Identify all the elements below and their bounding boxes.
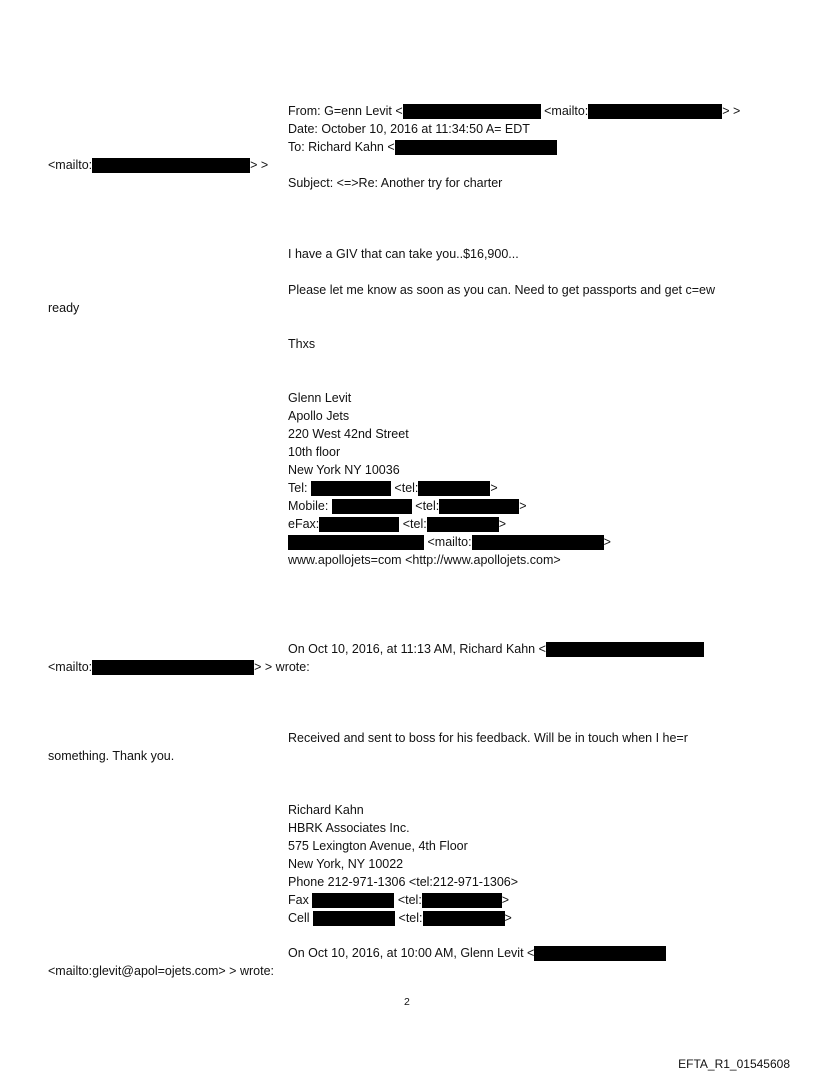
close-bracket: >	[498, 517, 507, 531]
mobile-label: Mobile:	[288, 499, 329, 513]
sig-richard-name: Richard Kahn	[288, 803, 364, 817]
from-end: > >	[722, 104, 741, 118]
tel-label: Tel:	[288, 481, 308, 495]
sig-richard-fax	[288, 893, 509, 908]
to-prefix: To: Richard Kahn <	[288, 140, 395, 154]
sig-glenn-floor: 10th floor	[288, 445, 341, 459]
to-line	[288, 140, 557, 155]
close-bracket: >	[501, 893, 510, 907]
close-bracket: >	[490, 481, 498, 495]
sig-glenn-efax	[288, 517, 506, 532]
redaction-box	[472, 535, 604, 550]
quote1-intro-text: On Oct 10, 2016, at 11:13 AM, Richard Kahn <	[288, 642, 546, 656]
redaction-box	[288, 535, 424, 550]
mobile-link: <tel:	[415, 499, 440, 513]
body-thanks: Thxs	[288, 337, 316, 351]
document-id: EFTA_R1_01545608	[678, 1057, 790, 1071]
sig-richard-company: HBRK Associates Inc.	[288, 821, 410, 835]
sig-richard-city: New York, NY 10022	[288, 857, 404, 871]
quote2-mailto-line: <mailto:glevit@apol=ojets.com> > wrote:	[48, 964, 274, 978]
sig-richard-street: 575 Lexington Avenue, 4th Floor	[288, 839, 468, 853]
quote1-line-1-wrap: something. Thank you.	[48, 749, 175, 763]
fax-link: <tel:	[397, 893, 422, 907]
quote2-intro	[288, 946, 666, 961]
subject-line: Subject: <=>Re: Another try for charter	[288, 176, 503, 190]
cell-label: Cell	[288, 911, 310, 925]
sig-glenn-mobile	[288, 499, 527, 514]
sig-glenn-street: 220 West 42nd Street	[288, 427, 409, 441]
quote1-mailto: <mailto:	[48, 660, 93, 674]
close-bracket: >	[504, 911, 512, 925]
body-line-2-wrap: ready	[48, 301, 80, 315]
redaction-box	[588, 104, 722, 119]
sig-glenn-company: Apollo Jets	[288, 409, 350, 423]
redaction-box	[427, 517, 499, 532]
redaction-box	[546, 642, 704, 657]
redaction-box	[422, 893, 502, 908]
from-line	[288, 104, 740, 119]
to-end: > >	[250, 158, 269, 172]
redaction-box	[439, 499, 519, 514]
sig-glenn-website: www.apollojets=com <http://www.apollojets.com>	[288, 553, 561, 567]
redaction-box	[313, 911, 395, 926]
quote1-mailto-line	[48, 660, 310, 675]
redaction-box	[92, 660, 254, 675]
from-mailto: <mailto:	[544, 104, 589, 118]
to-mailto-line	[48, 158, 268, 173]
sig-richard-phone: Phone 212-971-1306 <tel:212-971-1306>	[288, 875, 519, 889]
email-mailto: <mailto:	[427, 535, 472, 549]
redaction-box	[319, 517, 399, 532]
fax-label: Fax	[288, 893, 309, 907]
page-number: 2	[404, 996, 410, 1008]
sig-glenn-email	[288, 535, 611, 550]
redaction-box	[92, 158, 250, 173]
tel-link: <tel:	[394, 481, 419, 495]
sig-glenn-name: Glenn Levit	[288, 391, 352, 405]
to-mailto: <mailto:	[48, 158, 93, 172]
redaction-box	[418, 481, 490, 496]
redaction-box	[311, 481, 391, 496]
redaction-box	[312, 893, 394, 908]
body-line-1: I have a GIV that can take you..$16,900...	[288, 247, 519, 261]
redaction-box	[534, 946, 666, 961]
quote1-line-1: Received and sent to boss for his feedback. Will be in touch when I he=r	[288, 731, 688, 745]
efax-link: <tel:	[402, 517, 427, 531]
efax-label: eFax:	[288, 517, 320, 531]
body-line-2: Please let me know as soon as you can. Need to get passports and get c=ew	[288, 283, 715, 297]
quote2-intro-text: On Oct 10, 2016, at 10:00 AM, Glenn Levit <	[288, 946, 535, 960]
quote1-end: > > wrote:	[254, 660, 310, 674]
redaction-box	[403, 104, 541, 119]
close-bracket: >	[603, 535, 611, 549]
redaction-box	[395, 140, 557, 155]
sig-richard-cell	[288, 911, 512, 926]
cell-link: <tel:	[398, 911, 423, 925]
redaction-box	[423, 911, 505, 926]
redaction-box	[332, 499, 412, 514]
quote1-intro	[288, 642, 704, 657]
from-prefix: From: G=enn Levit <	[288, 104, 403, 118]
date-line: Date: October 10, 2016 at 11:34:50 A= EDT	[288, 122, 530, 136]
sig-glenn-tel	[288, 481, 498, 496]
close-bracket: >	[519, 499, 527, 513]
sig-glenn-city: New York NY 10036	[288, 463, 400, 477]
